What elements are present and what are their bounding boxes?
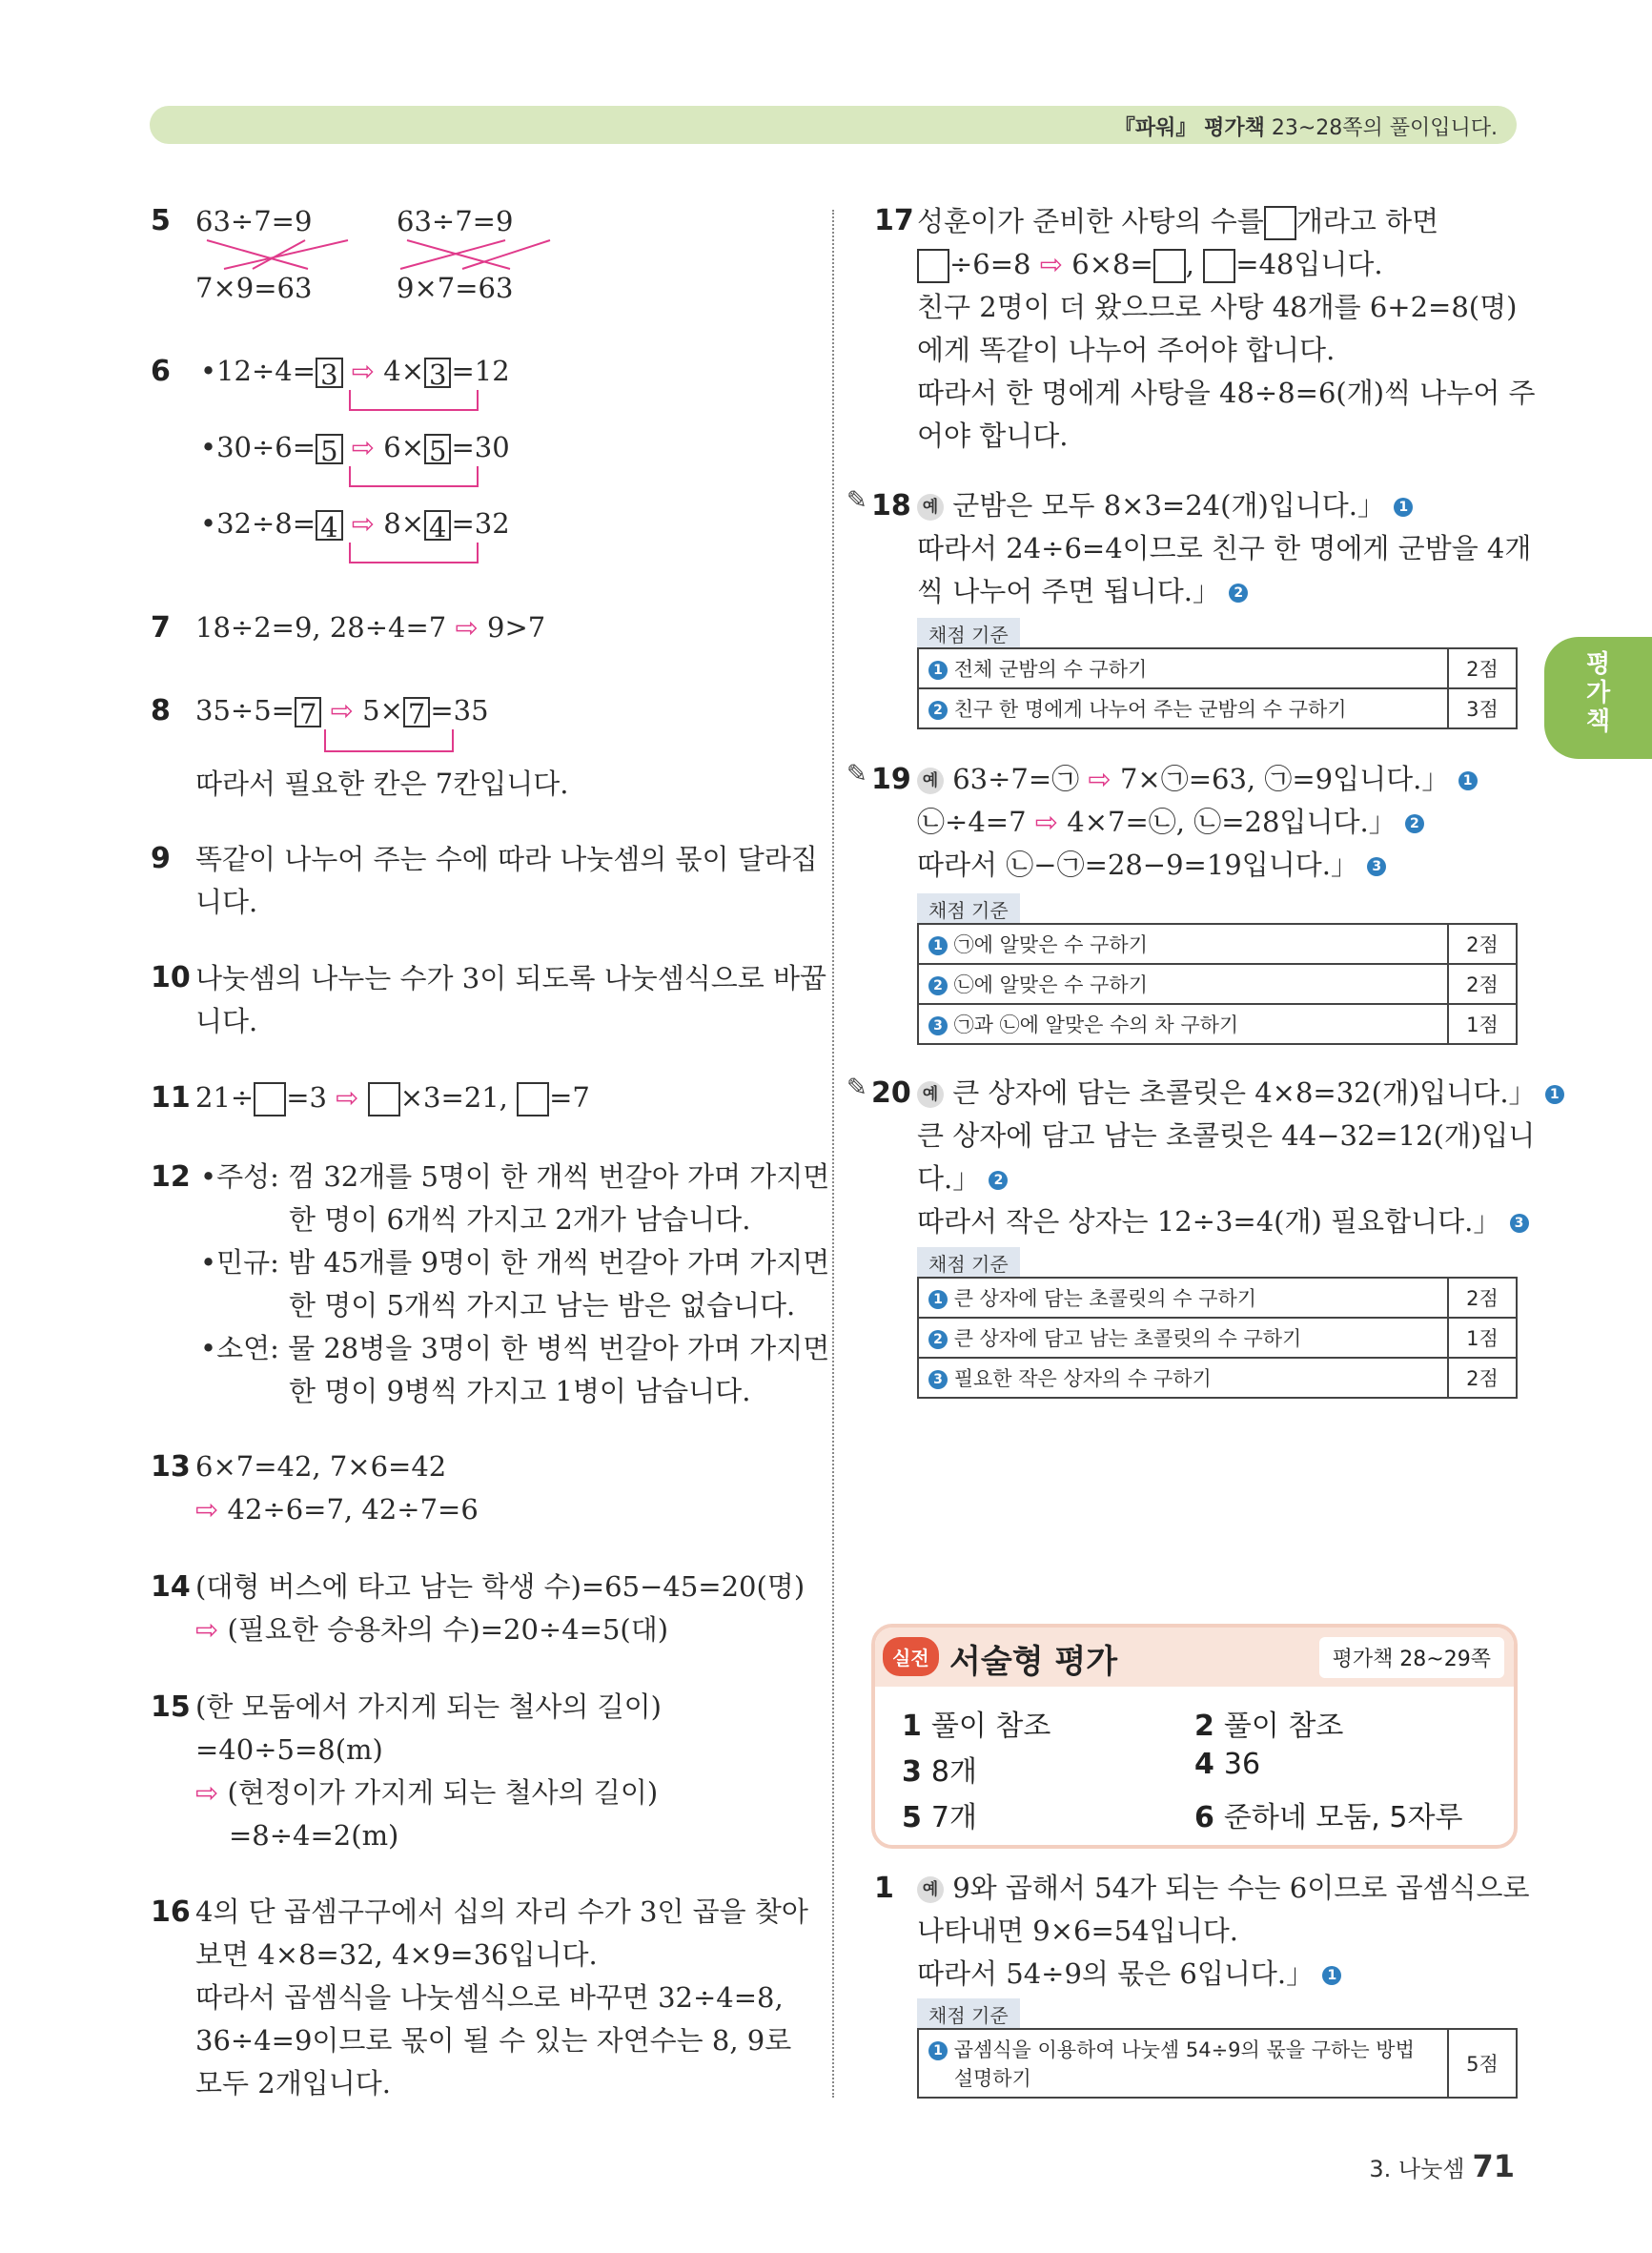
q14-l1: (대형 버스에 타고 남는 학생 수)=65−45=20(명) xyxy=(195,1570,806,1603)
header-bar xyxy=(150,106,1517,144)
q17-l5: 따라서 한 명에게 사탕을 48÷8=6(개)씩 나누어 주 xyxy=(917,377,1536,409)
q9-l1: 똑같이 나누어 주는 수에 따라 나눗셈의 몫이 달라집 xyxy=(195,843,818,875)
q13-l1: 6×7=42, 7×6=42 xyxy=(195,1450,447,1483)
q12-l5: •소연: 물 28병을 3명이 한 병씩 번갈아 가며 가지면 xyxy=(200,1332,830,1364)
connector-arrow xyxy=(349,543,479,563)
pencil-icon: ✎ xyxy=(846,1074,867,1102)
table-row: 1 큰 상자에 담는 초콜릿의 수 구하기 2점 xyxy=(918,1278,1517,1318)
connector-arrow xyxy=(324,729,454,752)
q16-l3: 따라서 곱셈식을 나눗셈식으로 바꾸면 32÷4=8, xyxy=(195,1981,784,2014)
q18-l3: 씩 나누어 주면 됩니다.」 2 xyxy=(917,570,1248,612)
table-row: 2 친구 한 명에게 나누어 주는 군밤의 수 구하기 3점 xyxy=(918,688,1517,728)
q20-l3: 다.」 2 xyxy=(917,1157,1008,1199)
q12-l2: 한 명이 6개씩 가지고 2개가 남습니다. xyxy=(289,1203,751,1236)
criteria-label: 채점 기준 xyxy=(917,893,1020,925)
q6-row-1: •12÷4= 3 ⇨ 4× 3 =12 xyxy=(200,355,510,391)
question-number: 9 xyxy=(151,842,171,875)
q5-b2: 9×7=63 xyxy=(397,272,514,304)
eval-item: 6 준하네 모둠, 5자루 xyxy=(1194,1801,1463,1834)
q17-l6: 어야 합니다. xyxy=(917,420,1069,452)
q15-l4: =8÷4=2(m) xyxy=(229,1819,399,1852)
question-number: 11 xyxy=(151,1081,191,1115)
q18-l1: 예 군밤은 모두 8×3=24(개)입니다.」 1 xyxy=(917,484,1413,526)
criteria-label: 채점 기준 xyxy=(917,1998,1020,2030)
q11-eq: 21÷ =3 ⇨ ×3=21, =7 xyxy=(195,1076,590,1118)
q15-l1: (한 모둠에서 가지게 되는 철사의 길이) xyxy=(195,1690,662,1723)
q6-row-3: •32÷8= 4 ⇨ 8× 4 =32 xyxy=(200,507,510,543)
q19-l1: 예 63÷7=㉠ ⇨ 7×㉠=63, ㉠=9입니다.」 1 xyxy=(917,758,1478,800)
question-number: 17 xyxy=(874,204,914,237)
pencil-icon: ✎ xyxy=(846,486,867,515)
q16-l4: 36÷4=9이므로 몫이 될 수 있는 자연수는 8, 9로 xyxy=(195,2024,792,2057)
eval-title: 서술형 평가 xyxy=(949,1643,1118,1681)
q14-l2: ⇨ (필요한 승용차의 수)=20÷4=5(대) xyxy=(195,1613,669,1646)
question-number: 14 xyxy=(151,1570,191,1604)
column-divider xyxy=(832,210,834,2098)
q19-l2: ㉡÷4=7 ⇨ 4×7=㉡, ㉡=28입니다.」 2 xyxy=(917,801,1424,843)
pencil-icon: ✎ xyxy=(846,760,867,789)
e1-l1: 예 9와 곱해서 54가 되는 수는 6이므로 곱셈식으로 xyxy=(917,1867,1530,1909)
q15-l3: ⇨ (현정이가 가지게 되는 철사의 길이) xyxy=(195,1776,659,1809)
q19-l3: 따라서 ㉡−㉠=28−9=19입니다.」 3 xyxy=(917,844,1386,886)
connector-arrow xyxy=(349,466,479,487)
eval-item: 3 8개 xyxy=(902,1755,977,1789)
q15-l2: =40÷5=8(m) xyxy=(195,1733,383,1766)
eval-item: 2 풀이 참조 xyxy=(1194,1710,1344,1743)
criteria-label: 채점 기준 xyxy=(917,618,1020,649)
question-number: 7 xyxy=(151,611,171,645)
q12-l6: 한 명이 9병씩 가지고 1병이 남습니다. xyxy=(289,1375,751,1407)
q8-eq: 35÷5= 7 ⇨ 5× 7 =35 xyxy=(195,694,489,730)
q12-l4: 한 명이 5개씩 가지고 남는 밤은 없습니다. xyxy=(289,1289,796,1321)
q8-line2: 따라서 필요한 칸은 7칸입니다. xyxy=(195,768,569,800)
eval-item: 4 36 xyxy=(1194,1748,1261,1781)
table-row: 2 ㉡에 알맞은 수 구하기 2점 xyxy=(918,964,1517,1004)
q16-l5: 모두 2개입니다. xyxy=(195,2067,391,2099)
question-number: 12 xyxy=(151,1160,191,1194)
header-text: 『파워』 평가책 23~28쪽의 풀이입니다. xyxy=(1113,116,1498,140)
q10-l2: 니다. xyxy=(195,1005,258,1037)
connector-arrow xyxy=(349,390,479,411)
q20-l4: 따라서 작은 상자는 12÷3=4(개) 필요합니다.」 3 xyxy=(917,1200,1529,1242)
criteria-table xyxy=(917,647,1518,729)
q20-l1: 예 큰 상자에 담는 초콜릿은 4×8=32(개)입니다.」 1 xyxy=(917,1072,1564,1114)
q5-b1: 63÷7=9 xyxy=(397,205,514,237)
question-number: 15 xyxy=(151,1690,191,1724)
eval-header xyxy=(875,1628,1514,1687)
q12-l1: •주성: 껌 32개를 5명이 한 개씩 번갈아 가며 가지면 xyxy=(200,1160,830,1193)
question-number: 19 xyxy=(871,763,911,796)
criteria-table xyxy=(917,2028,1518,2099)
e1-l2: 나타내면 9×6=54입니다. xyxy=(917,1915,1238,1947)
q7-text: 18÷2=9, 28÷4=7 ⇨ 9>7 xyxy=(195,611,546,644)
q5-a1: 63÷7=9 xyxy=(195,205,313,237)
question-number: 5 xyxy=(151,204,171,237)
question-number: 13 xyxy=(151,1450,191,1484)
eval-box xyxy=(871,1624,1518,1849)
question-number: 6 xyxy=(151,355,171,388)
eval-pages: 평가책 28~29쪽 xyxy=(1319,1637,1504,1678)
eval-item: 1 풀이 참조 xyxy=(902,1710,1051,1743)
q16-l1: 4의 단 곱셈구구에서 십의 자리 수가 3인 곱을 찾아 xyxy=(195,1895,808,1928)
q6-row-2: •30÷6= 5 ⇨ 6× 5 =30 xyxy=(200,431,510,467)
question-number: 20 xyxy=(871,1076,911,1110)
side-tab: 평 가 책 xyxy=(1544,637,1652,759)
q17-l1: 성훈이가 준비한 사탕의 수를 개라고 하면 xyxy=(917,200,1438,242)
q18-l2: 따라서 24÷6=4이므로 친구 한 명에게 군밤을 4개 xyxy=(917,532,1532,564)
criteria-label: 채점 기준 xyxy=(917,1247,1020,1279)
q16-l2: 보면 4×8=32, 4×9=36입니다. xyxy=(195,1938,598,1971)
q5-cross-arrows xyxy=(195,236,558,275)
table-row: 1 전체 군밤의 수 구하기 2점 xyxy=(918,648,1517,688)
criteria-table xyxy=(917,923,1518,1045)
table-row: 3 ㉠과 ㉡에 알맞은 수의 차 구하기 1점 xyxy=(918,1004,1517,1044)
table-row: 1 곱셈식을 이용하여 나눗셈 54÷9의 몫을 구하는 방법 설명하기 5점 xyxy=(918,2029,1517,2098)
q17-l4: 에게 똑같이 나누어 주어야 합니다. xyxy=(917,334,1336,366)
q10-l1: 나눗셈의 나누는 수가 3이 되도록 나눗셈식으로 바꿉 xyxy=(195,962,827,994)
question-number: 8 xyxy=(151,694,171,727)
q20-l2: 큰 상자에 담고 남는 초콜릿은 44−32=12(개)입니 xyxy=(917,1119,1536,1152)
question-number: 1 xyxy=(874,1872,894,1905)
question-number: 10 xyxy=(151,961,191,994)
e1-l3: 따라서 54÷9의 몫은 6입니다.」 1 xyxy=(917,1953,1341,1995)
q9-l2: 니다. xyxy=(195,886,258,918)
table-row: 3 필요한 작은 상자의 수 구하기 2점 xyxy=(918,1358,1517,1398)
q5-a2: 7×9=63 xyxy=(195,272,313,304)
q17-l3: 친구 2명이 더 왔으므로 사탕 48개를 6+2=8(명) xyxy=(917,291,1518,323)
table-row: 1 ㉠에 알맞은 수 구하기 2점 xyxy=(918,924,1517,964)
question-number: 18 xyxy=(871,489,911,522)
criteria-table xyxy=(917,1277,1518,1399)
q13-l2: ⇨ 42÷6=7, 42÷7=6 xyxy=(195,1493,479,1526)
page-footer: 3. 나눗셈 71 xyxy=(1369,2148,1515,2184)
eval-item: 5 7개 xyxy=(902,1801,977,1834)
table-row: 2 큰 상자에 담고 남는 초콜릿의 수 구하기 1점 xyxy=(918,1318,1517,1358)
eval-badge: 실전 xyxy=(883,1637,939,1676)
question-number: 16 xyxy=(151,1895,191,1929)
q12-l3: •민규: 밤 45개를 9명이 한 개씩 번갈아 가며 가지면 xyxy=(200,1246,830,1279)
q17-l2: ÷6=8 ⇨ 6×8= , =48입니다. xyxy=(917,243,1383,285)
